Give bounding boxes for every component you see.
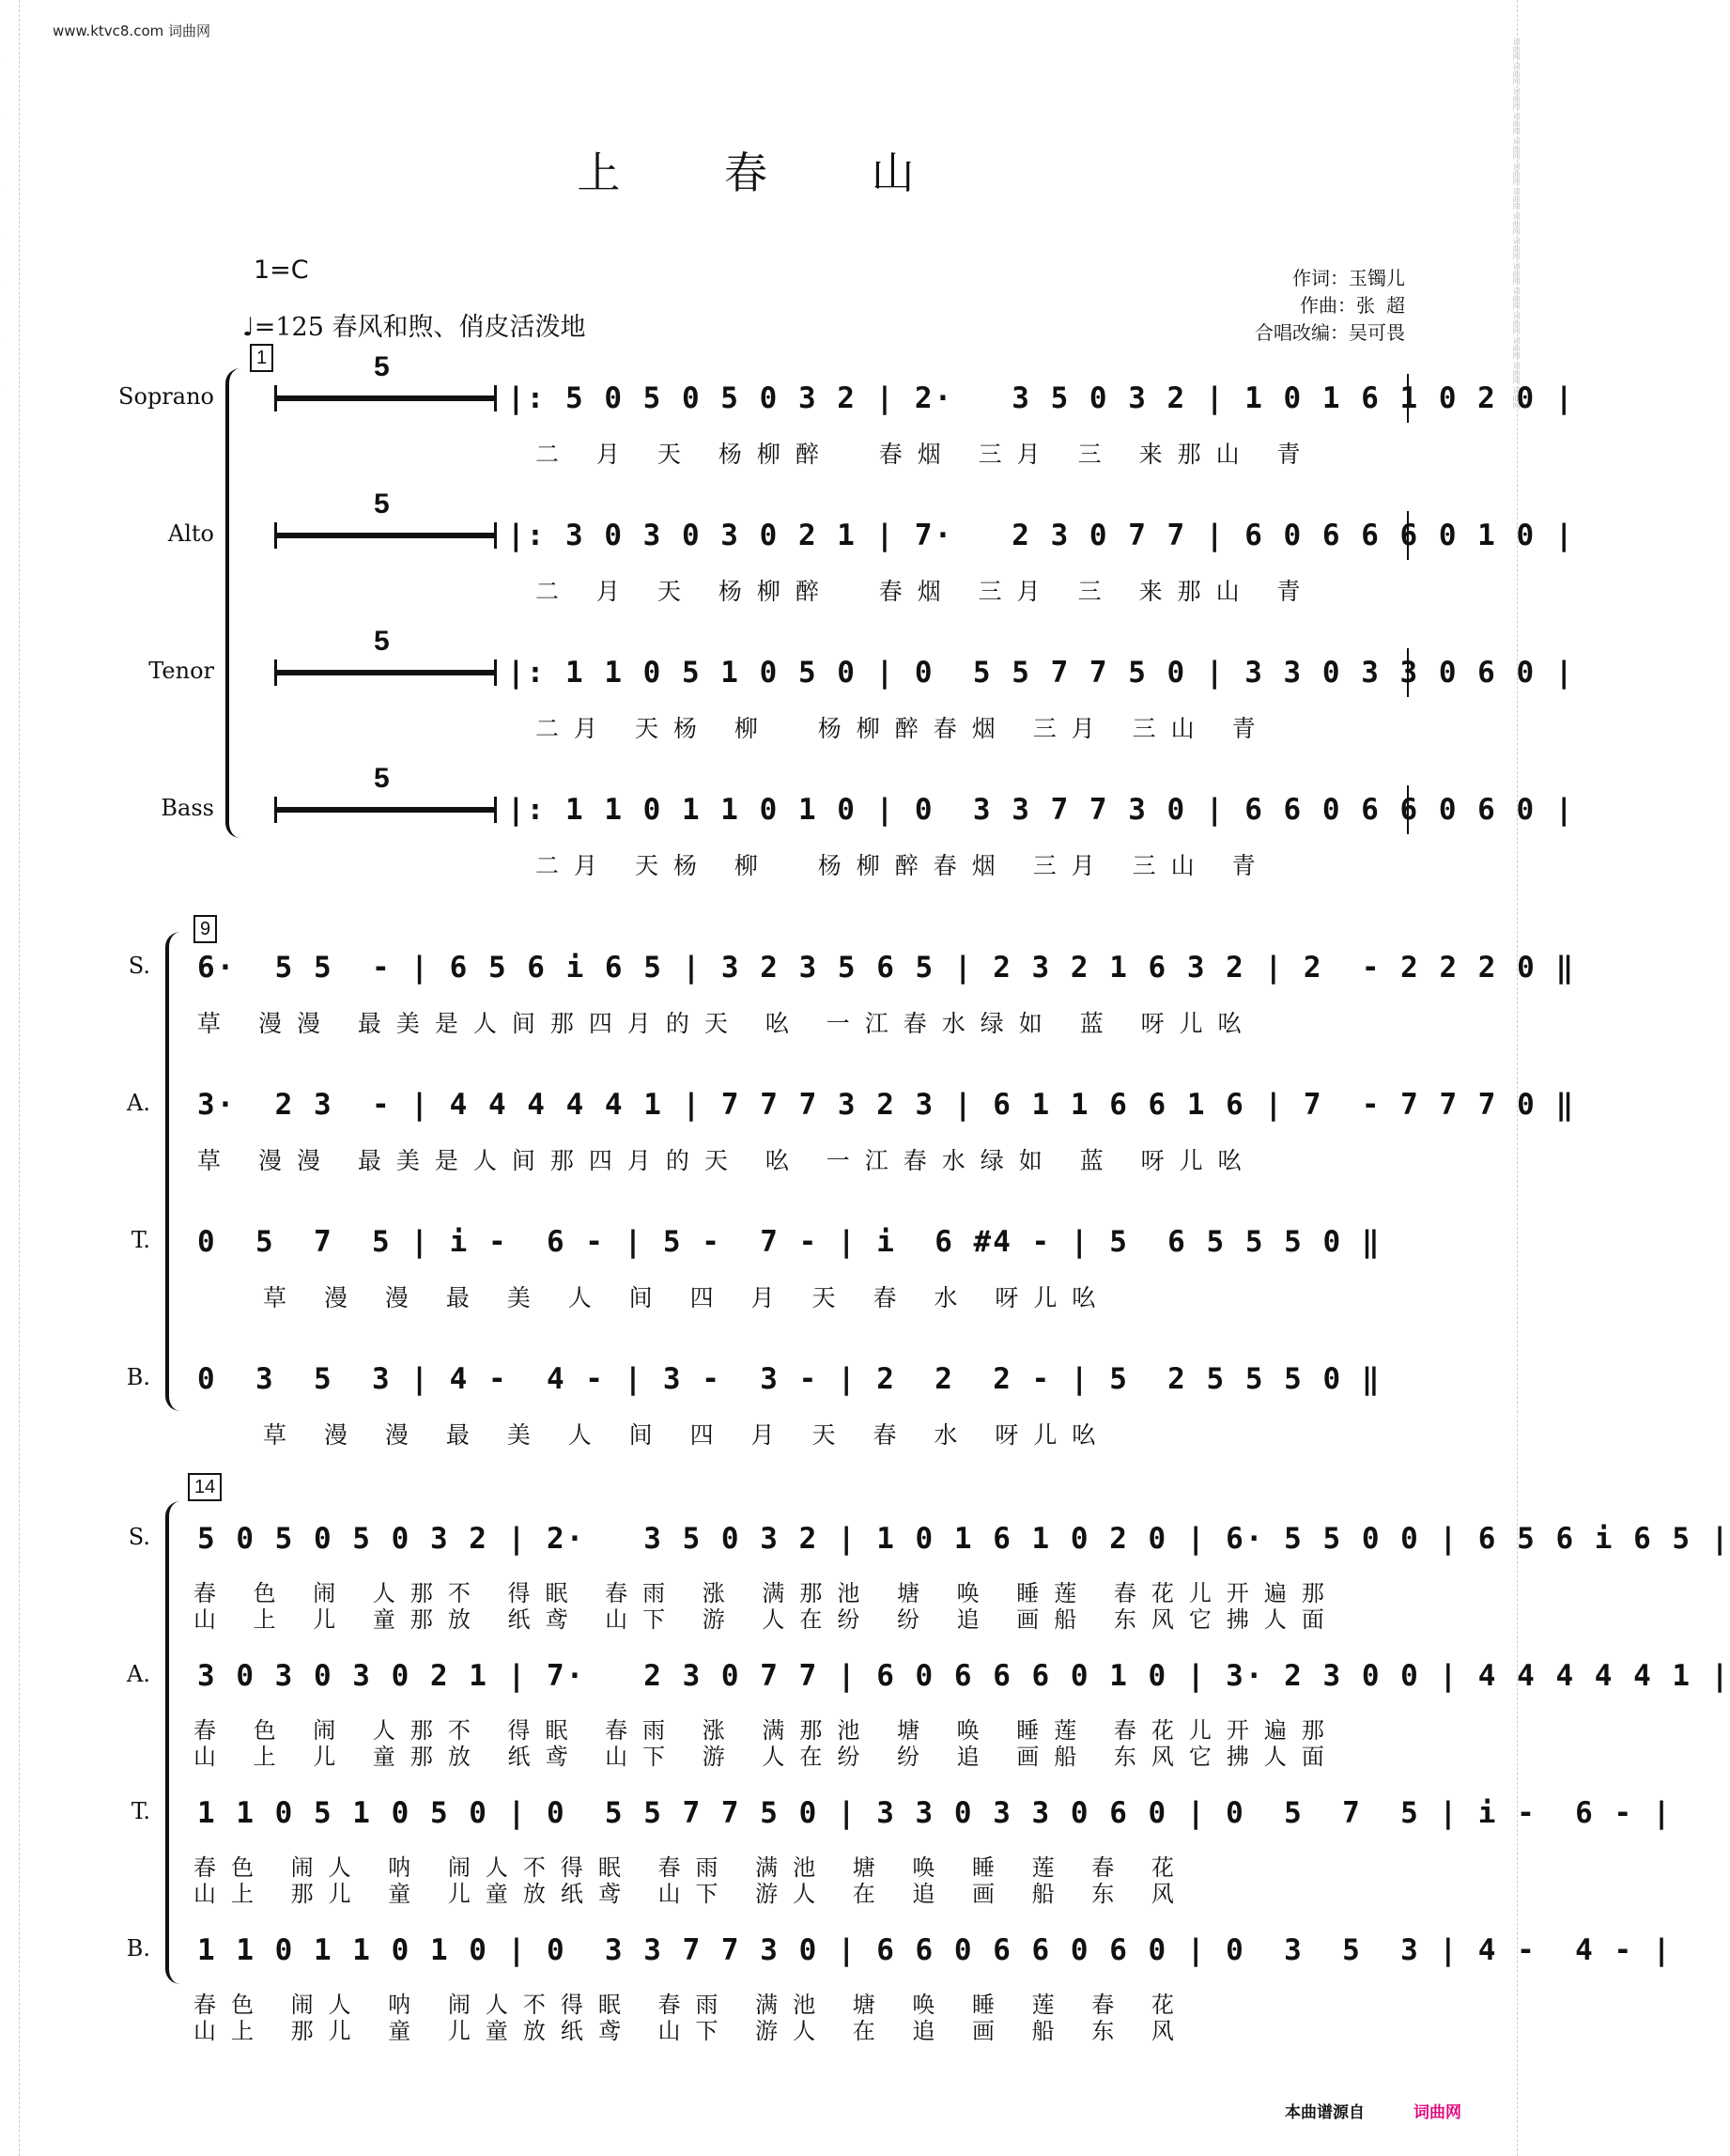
lyrics-line: 春色 闹人 呐 闹人不得眠 春雨 满池 塘 唤 睡 莲 春 花 (193, 1854, 1189, 1881)
lyrics-line: 春 色 闹 人那不 得眠 春雨 涨 满那池 塘 唤 睡莲 春花儿开遍那 (193, 1580, 1339, 1606)
key-signature: 1=C (254, 256, 309, 285)
voice-label: Alto (167, 520, 214, 547)
lyrics-line: 草 漫漫 最美是人间那四月的天 吆 一江春水绿如 蓝 呀儿吆 (197, 1147, 1257, 1174)
notes-line: 1 1 0 5 1 0 5 0 | 0 5 5 7 7 5 0 | 3 3 0 3 3 0 6 0 | 0 5 7 5 | i - 6 - | (197, 1796, 1673, 1830)
voice-label: Soprano (118, 383, 214, 410)
site-url: www.ktvc8.com 词曲网 (53, 23, 211, 39)
system-brace (165, 1501, 180, 1984)
composer: 作曲：张 超 (1299, 294, 1405, 317)
multi-measure-rest (276, 807, 496, 813)
rest-bar (494, 797, 497, 823)
voice-label: T. (131, 1798, 150, 1824)
voice-label: Tenor (148, 658, 214, 684)
notes-line: 6· 5 5 - | 6 5 6 i 6 5 | 3 2 3 5 6 5 | 2 3 2 1 6 3 2 | 2 - 2 2 2 0 ‖ (197, 951, 1576, 985)
voice-label: A. (127, 1661, 150, 1687)
credits (1255, 265, 1405, 347)
rest-count: 5 (374, 489, 390, 520)
footer (1285, 2099, 1461, 2122)
rehearsal-mark: 1 (250, 344, 273, 372)
multi-measure-rest (276, 533, 496, 538)
rest-bar (494, 385, 497, 411)
lyricist: 作词：玉镯儿 (1292, 267, 1405, 289)
right-watermark: 词曲网 词曲网 词曲网 词曲网 词曲网 词曲网 词曲网 词曲网 词曲网 词曲网 词曲网 词曲网 词曲网 词曲网 词曲网 (1512, 38, 1521, 410)
lyrics-line: 山 上 儿 童那放 纸鸢 山下 游 人在纷 纷 追 画船 东风它拂人面 (193, 1606, 1339, 1633)
voice-label: T. (131, 1227, 150, 1253)
left-watermark (4, 38, 13, 2100)
left-margin-line (19, 0, 20, 2156)
rehearsal-mark: 14 (188, 1473, 222, 1501)
multi-measure-rest (276, 670, 496, 675)
tempo-marking: ♩=125 春风和煦、俏皮活泼地 (242, 313, 586, 342)
rehearsal-mark: 9 (193, 915, 217, 943)
voice-label: A. (127, 1090, 150, 1116)
lyrics-line: 山 上 儿 童那放 纸鸢 山下 游 人在纷 纷 追 画船 东风它拂人面 (193, 1744, 1339, 1770)
multi-measure-rest (276, 396, 496, 401)
notes-line: 1 1 0 1 1 0 1 0 | 0 3 3 7 7 3 0 | 6 6 0 6 6 0 6 0 | 0 3 5 3 | 4 - 4 - | (197, 1933, 1673, 1967)
notes-line: 0 3 5 3 | 4 - 4 - | 3 - 3 - | 2 2 2 - | 5 2 5 5 5 0 ‖ (197, 1362, 1382, 1396)
rest-bar (494, 522, 497, 549)
song-title: 上 春 山 (577, 147, 960, 198)
lyrics-line: 二 月 天 杨柳醉 春烟 三月 三 来那山 青 (535, 441, 1316, 468)
lyrics-line: 二月 天杨 柳 杨柳醉春烟 三月 三山 青 (535, 715, 1271, 742)
notes-line: |: 3 0 3 0 3 0 2 1 | 7· 2 3 0 7 7 | 6 0 6 6 6 0 1 0 | (507, 519, 1575, 552)
voice-label: S. (128, 953, 150, 979)
voice-label: Bass (161, 795, 214, 821)
lyrics-line: 山上 那儿 童 儿童放纸鸢 山下 游人 在 追 画 船 东 风 (193, 2018, 1189, 2044)
notes-line: |: 5 0 5 0 5 0 3 2 | 2· 3 5 0 3 2 | 1 0 1 6 1 0 2 0 | (507, 381, 1575, 415)
arranger: 合唱改编：吴可畏 (1255, 321, 1405, 344)
rest-bar (494, 659, 497, 686)
voice-label: B. (126, 1935, 150, 1962)
footer-source: 本曲谱源自 (1285, 2103, 1365, 2122)
rest-count: 5 (374, 351, 390, 382)
voice-label: B. (126, 1364, 150, 1390)
footer-brand-link[interactable]: 词曲网 (1413, 2103, 1461, 2122)
lyrics-line: 二月 天杨 柳 杨柳醉春烟 三月 三山 青 (535, 852, 1271, 879)
lyrics-line: 春色 闹人 呐 闹人不得眠 春雨 满池 塘 唤 睡 莲 春 花 (193, 1992, 1189, 2018)
notes-line: 5 0 5 0 5 0 3 2 | 2· 3 5 0 3 2 | 1 0 1 6 1 0 2 0 | 6· 5 5 0 0 | 6 5 6 i 6 5 | (197, 1522, 1730, 1556)
lyrics-line: 二 月 天 杨柳醉 春烟 三月 三 来那山 青 (535, 578, 1316, 605)
notes-line: 3· 2 3 - | 4 4 4 4 4 1 | 7 7 7 3 2 3 | 6 1 1 6 6 1 6 | 7 - 7 7 7 0 ‖ (197, 1088, 1576, 1122)
rest-count: 5 (374, 763, 390, 794)
lyrics-line: 春 色 闹 人那不 得眠 春雨 涨 满那池 塘 唤 睡莲 春花儿开遍那 (193, 1717, 1339, 1744)
system-brace (165, 932, 180, 1411)
rest-count: 5 (374, 626, 390, 657)
lyrics-line: 草 漫 漫 最 美 人 间 四 月 天 春 水 呀儿吆 (263, 1421, 1111, 1449)
lyrics-line: 山上 那儿 童 儿童放纸鸢 山下 游人 在 追 画 船 东 风 (193, 1881, 1189, 1907)
notes-line: |: 1 1 0 1 1 0 1 0 | 0 3 3 7 7 3 0 | 6 6 0 6 6 0 6 0 | (507, 793, 1575, 827)
notes-line: |: 1 1 0 5 1 0 5 0 | 0 5 5 7 7 5 0 | 3 3 0 3 3 0 6 0 | (507, 656, 1575, 690)
lyrics-line: 草 漫漫 最美是人间那四月的天 吆 一江春水绿如 蓝 呀儿吆 (197, 1010, 1257, 1037)
system-brace (225, 368, 240, 838)
lyrics-line: 草 漫 漫 最 美 人 间 四 月 天 春 水 呀儿吆 (263, 1284, 1111, 1311)
voice-label: S. (128, 1524, 150, 1550)
notes-line: 0 5 7 5 | i - 6 - | 5 - 7 - | i 6 #4 - | 5 6 5 5 5 0 ‖ (197, 1225, 1382, 1259)
notes-line: 3 0 3 0 3 0 2 1 | 7· 2 3 0 7 7 | 6 0 6 6 6 0 1 0 | 3· 2 3 0 0 | 4 4 4 4 4 1 | (197, 1659, 1730, 1693)
